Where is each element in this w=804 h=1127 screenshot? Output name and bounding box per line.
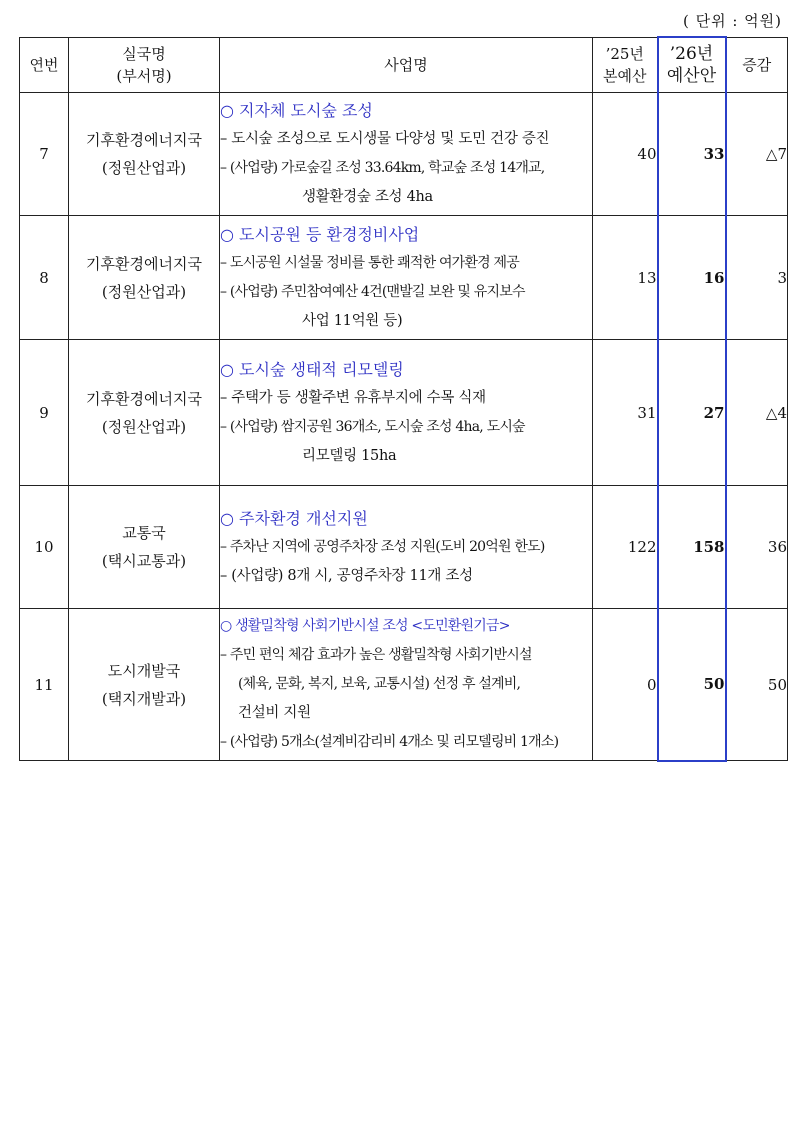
dept-name: 기후환경에너지국	[86, 131, 202, 149]
project-title: ○ 지자체 도시숲 조성	[220, 101, 373, 120]
header-cur-budget	[658, 37, 726, 93]
project-line: 리모델링 15ha	[302, 447, 397, 464]
header-dept	[69, 37, 220, 93]
row-project	[220, 609, 593, 761]
budget-change: 50	[726, 609, 788, 761]
header-project	[220, 37, 593, 93]
budget-change: △4	[726, 340, 788, 486]
project-line: – 도시공원 시설물 정비를 통한 쾌적한 여가환경 제공	[220, 254, 519, 271]
cur-budget: 16	[658, 216, 726, 340]
project-line: – 도시숲 조성으로 도시생물 다양성 및 도민 건강 증진	[220, 131, 550, 147]
cur-budget: 158	[658, 486, 726, 609]
header-row	[20, 37, 788, 93]
dept-name: 기후환경에너지국	[86, 254, 202, 273]
table-row	[20, 216, 788, 340]
budget-change: △7	[726, 93, 788, 216]
header-prev-budget	[593, 37, 658, 93]
project-line: – 주민 편익 체감 효과가 높은 생활밀착형 사회기반시설	[220, 647, 532, 663]
prev-budget: 13	[593, 216, 658, 340]
row-dept	[69, 340, 220, 486]
project-line: – (사업량) 주민참여예산 4건(맨발길 보완 및 유지보수	[220, 283, 525, 300]
project-title: ○ 도시숲 생태적 리모델링	[220, 359, 404, 379]
header-no-label: 연번	[29, 55, 59, 74]
project-title: ○ 주차환경 개선지원	[220, 508, 368, 528]
prev-budget: 31	[593, 340, 658, 486]
team-name: (정원산업과)	[101, 282, 187, 301]
cur-budget: 33	[658, 93, 726, 216]
header-cur-line2: 예산안	[666, 66, 717, 86]
budget-table	[19, 36, 788, 762]
header-dept-line2: (부서명)	[116, 66, 172, 85]
dept-name: 기후환경에너지국	[86, 389, 202, 408]
row-dept	[69, 486, 220, 609]
header-change	[726, 37, 788, 93]
header-cur-line1: ’26년	[669, 44, 714, 64]
row-dept	[69, 216, 220, 340]
project-line: 사업 11억원 등)	[302, 312, 403, 329]
dept-name: 도시개발국	[107, 661, 181, 680]
table-row	[20, 609, 788, 761]
dept-name: 교통국	[122, 524, 166, 542]
table-row	[20, 486, 788, 609]
table-row	[20, 93, 788, 216]
row-no: 9	[20, 340, 69, 486]
project-line: – (사업량) 8개 시, 공영주차장 11개 조성	[220, 567, 473, 584]
cur-budget: 27	[658, 340, 726, 486]
project-line: – 주택가 등 생활주변 유휴부지에 수목 식재	[220, 389, 486, 406]
project-line: – (사업량) 5개소(설계비감리비 4개소 및 리모델링비 1개소)	[220, 734, 559, 750]
project-line: 생활환경숲 조성 4ha	[302, 189, 433, 205]
unit-label: ( 단위 : 억원)	[682, 12, 782, 30]
cur-budget: 50	[658, 609, 726, 761]
prev-budget: 40	[593, 93, 658, 216]
header-no	[20, 37, 69, 93]
project-line: 건설비 지원	[238, 705, 311, 721]
team-name: (정원산업과)	[101, 417, 187, 436]
project-title: ○ 도시공원 등 환경정비사업	[220, 224, 420, 244]
team-name: (택지개발과)	[101, 689, 187, 708]
project-title: ○ 생활밀착형 사회기반시설 조성 <도민환원기금>	[220, 618, 510, 634]
row-no: 11	[20, 609, 69, 761]
row-project	[220, 216, 593, 340]
row-dept	[69, 93, 220, 216]
row-no: 10	[20, 486, 69, 609]
prev-budget: 122	[593, 486, 658, 609]
row-project	[220, 340, 593, 486]
table-row	[20, 340, 788, 486]
prev-budget: 0	[593, 609, 658, 761]
row-dept	[69, 609, 220, 761]
project-line: – 주차난 지역에 공영주차장 조성 지원(도비 20억원 한도)	[220, 538, 545, 555]
team-name: (정원산업과)	[101, 159, 187, 177]
header-change-label: 증감	[742, 55, 772, 74]
header-prev-line1: ’25년	[605, 44, 644, 63]
project-line: – (사업량) 쌈지공원 36개소, 도시숲 조성 4ha, 도시숲	[220, 418, 525, 435]
budget-change: 3	[726, 216, 788, 340]
row-no: 8	[20, 216, 69, 340]
row-project	[220, 486, 593, 609]
budget-table-container	[19, 36, 787, 762]
row-project	[220, 93, 593, 216]
budget-change: 36	[726, 486, 788, 609]
row-no: 7	[20, 93, 69, 216]
header-project-label: 사업명	[384, 55, 428, 74]
header-dept-line1: 실국명	[122, 44, 166, 63]
project-line: (체육, 문화, 복지, 보육, 교통시설) 선정 후 설계비,	[238, 676, 521, 692]
team-name: (택시교통과)	[101, 552, 187, 570]
project-line: – (사업량) 가로숲길 조성 33.64km, 학교숲 조성 14개교,	[220, 160, 545, 176]
header-prev-line2: 본예산	[603, 66, 647, 85]
